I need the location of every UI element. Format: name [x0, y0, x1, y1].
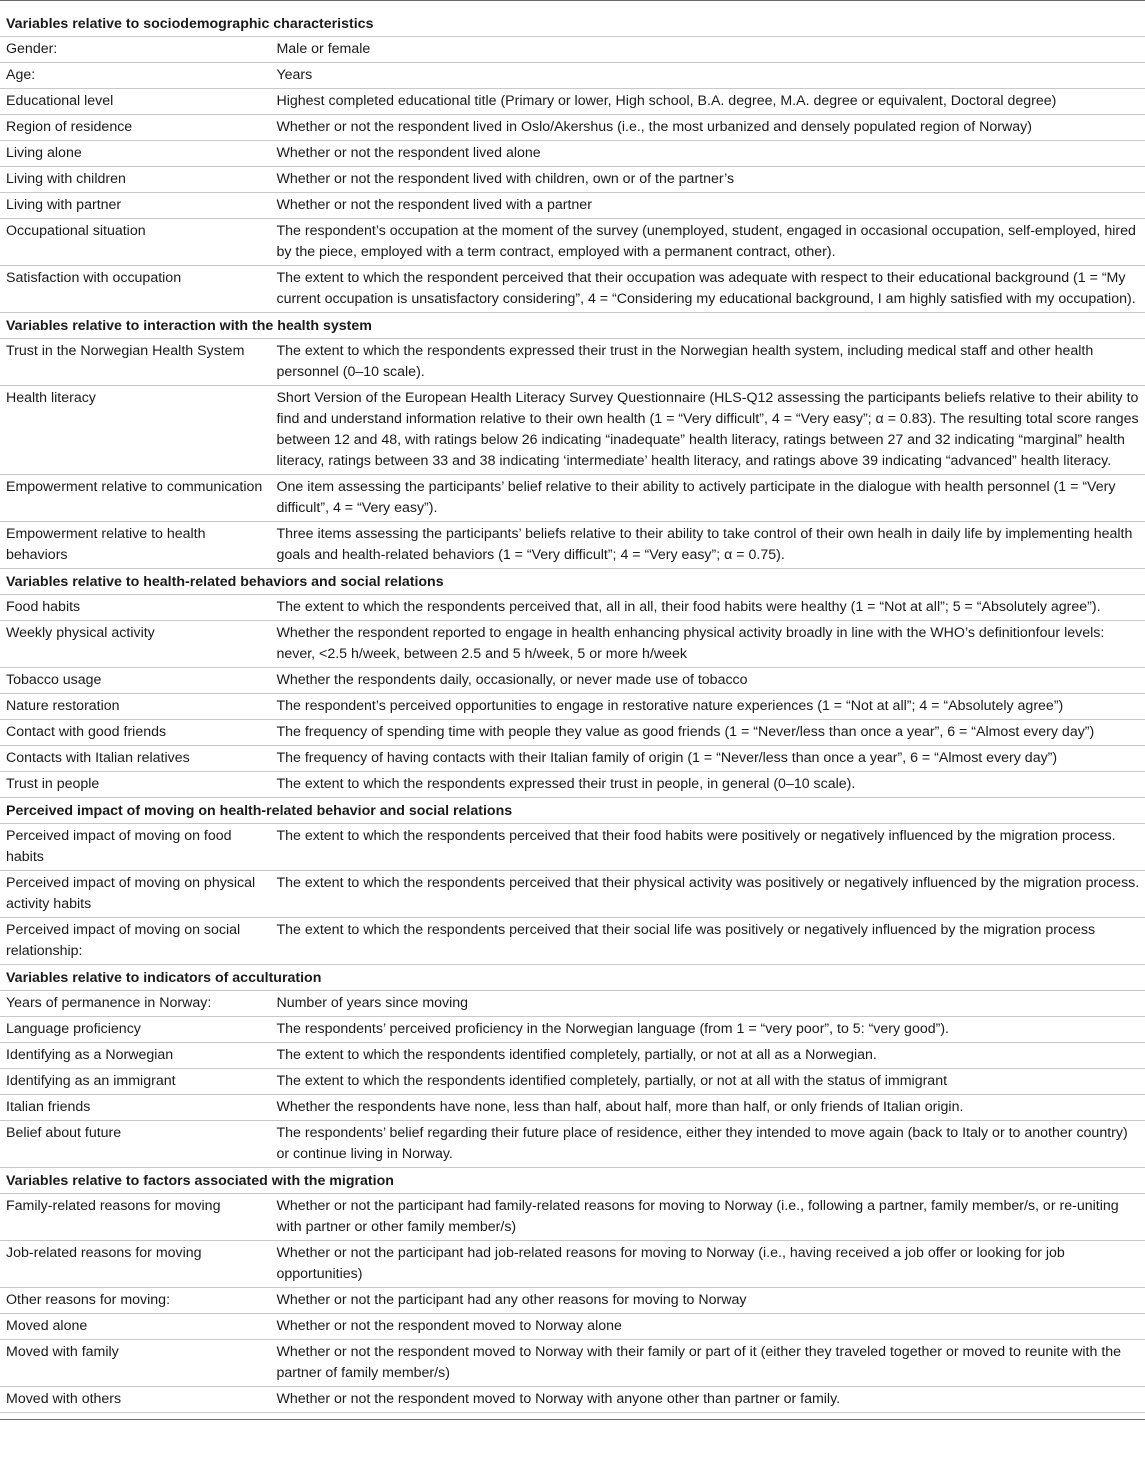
variable-name: Region of residence — [0, 115, 266, 141]
variable-name: Identifying as a Norwegian — [0, 1043, 266, 1069]
variable-name: Occupational situation — [0, 219, 266, 266]
table-row — [0, 991, 1145, 1017]
section-title: Perceived impact of moving on health-related behavior and social relations — [0, 798, 1145, 824]
variable-name: Job-related reasons for moving — [0, 1241, 266, 1288]
section-title: Variables relative to health-related behaviors and social relations — [0, 569, 1145, 595]
variable-name: Moved with family — [0, 1340, 266, 1387]
table-row — [0, 386, 1145, 475]
variable-name: Empowerment relative to communication — [0, 475, 266, 522]
variable-definition: The extent to which the respondents identified completely, partially, or not at all with the status of immigrant — [266, 1069, 1145, 1095]
variable-definition: Whether or not the respondent lived in Oslo/Akershus (i.e., the most urbanized and densely populated region of Norway) — [266, 115, 1145, 141]
table-row — [0, 89, 1145, 115]
table-row — [0, 694, 1145, 720]
table-body — [0, 1, 1145, 1420]
variable-definition: The extent to which the respondents identified completely, partially, or not at all as a Norwegian. — [266, 1043, 1145, 1069]
variable-name: Years of permanence in Norway: — [0, 991, 266, 1017]
variable-definition: Number of years since moving — [266, 991, 1145, 1017]
variable-definition: Highest completed educational title (Primary or lower, High school, B.A. degree, M.A. degree or equivalent, Doctoral degree) — [266, 89, 1145, 115]
variable-definition: The extent to which the respondents perceived that their food habits were positively or negatively influenced by the migration process. — [266, 824, 1145, 871]
table-row — [0, 871, 1145, 918]
table-row — [0, 1069, 1145, 1095]
variable-definition: The extent to which the respondents perceived that their physical activity was positively or negatively influenced by the migration process. — [266, 871, 1145, 918]
variable-name: Educational level — [0, 89, 266, 115]
variable-definition: The frequency of having contacts with their Italian family of origin (1 = “Never/less than once a year”, 6 = “Almost every day”) — [266, 746, 1145, 772]
variable-definition: Three items assessing the participants’ beliefs relative to their ability to take control of their own healh in daily life by implementing health goals and health-related behaviors (1 = “Very difficult”; 4 = “Very easy”; α = 0.75). — [266, 522, 1145, 569]
section-header-row — [0, 11, 1145, 37]
table-row — [0, 522, 1145, 569]
variable-definition: Years — [266, 63, 1145, 89]
variable-name: Food habits — [0, 595, 266, 621]
variable-definition: Whether or not the respondent lived with a partner — [266, 193, 1145, 219]
section-title: Variables relative to interaction with the health system — [0, 313, 1145, 339]
table-row — [0, 1288, 1145, 1314]
variable-definition: Whether or not the participant had job-related reasons for moving to Norway (i.e., having received a job offer or looking for job opportunities) — [266, 1241, 1145, 1288]
table-row — [0, 37, 1145, 63]
variable-name: Nature restoration — [0, 694, 266, 720]
variable-definition: Whether or not the participant had family-related reasons for moving to Norway (i.e., following a partner, family member/s, or re-uniting with partner or other family member/s) — [266, 1194, 1145, 1241]
variable-definition: Whether the respondents daily, occasionally, or never made use of tobacco — [266, 668, 1145, 694]
table-row — [0, 63, 1145, 89]
variable-definition: The extent to which the respondents perceived that their social life was positively or negatively influenced by the migration process — [266, 918, 1145, 965]
variable-definition: The respondents’ belief regarding their future place of residence, either they intended to move again (back to Italy or to another country) or continue living in Norway. — [266, 1121, 1145, 1168]
table-row — [0, 339, 1145, 386]
table-row — [0, 720, 1145, 746]
section-header-row — [0, 569, 1145, 595]
variable-name: Gender: — [0, 37, 266, 63]
variable-definition: Whether or not the respondent moved to Norway alone — [266, 1314, 1145, 1340]
variable-name: Empowerment relative to health behaviors — [0, 522, 266, 569]
table-row — [0, 1241, 1145, 1288]
table-row — [0, 193, 1145, 219]
table-row — [0, 1340, 1145, 1387]
variable-name: Weekly physical activity — [0, 621, 266, 668]
table-row — [0, 621, 1145, 668]
table-row — [0, 824, 1145, 871]
section-header-row — [0, 313, 1145, 339]
section-title: Variables relative to sociodemographic characteristics — [0, 11, 1145, 37]
table-row — [0, 266, 1145, 313]
table-row — [0, 1314, 1145, 1340]
variable-name: Italian friends — [0, 1095, 266, 1121]
variable-name: Perceived impact of moving on physical activity habits — [0, 871, 266, 918]
variable-name: Identifying as an immigrant — [0, 1069, 266, 1095]
variable-name: Satisfaction with occupation — [0, 266, 266, 313]
table-row — [0, 141, 1145, 167]
variable-name: Belief about future — [0, 1121, 266, 1168]
table-row — [0, 1121, 1145, 1168]
variable-definition: The extent to which the respondents expressed their trust in the Norwegian health system, including medical staff and other health personnel (0–10 scale). — [266, 339, 1145, 386]
variable-name: Moved with others — [0, 1387, 266, 1413]
variable-definition: Whether or not the respondent lived alone — [266, 141, 1145, 167]
variable-name: Age: — [0, 63, 266, 89]
variable-name: Other reasons for moving: — [0, 1288, 266, 1314]
section-title: Variables relative to factors associated with the migration — [0, 1168, 1145, 1194]
variable-name: Tobacco usage — [0, 668, 266, 694]
variable-name: Contacts with Italian relatives — [0, 746, 266, 772]
variable-definition: The respondents’ perceived proficiency in the Norwegian language (from 1 = “very poor”, to 5: “very good”). — [266, 1017, 1145, 1043]
table-row — [0, 1043, 1145, 1069]
variable-name: Living with children — [0, 167, 266, 193]
variable-name: Perceived impact of moving on social relationship: — [0, 918, 266, 965]
table-row — [0, 918, 1145, 965]
variable-name: Moved alone — [0, 1314, 266, 1340]
variable-definition: Whether or not the respondent lived with children, own or of the partner’s — [266, 167, 1145, 193]
variable-definition: The extent to which the respondents perceived that, all in all, their food habits were healthy (1 = “Not at all”; 5 = “Absolutely agree”). — [266, 595, 1145, 621]
variable-name: Perceived impact of moving on food habits — [0, 824, 266, 871]
table-row — [0, 219, 1145, 266]
variable-definition: Whether the respondents have none, less than half, about half, more than half, or only friends of Italian origin. — [266, 1095, 1145, 1121]
variable-definition: Short Version of the European Health Literacy Survey Questionnaire (HLS-Q12 assessing the participants beliefs relative to their ability to find and understand information relative to their own health (1 = “Very difficult”, 4 = “Very easy”; α = 0.83). The resulting total score ranges between 12 and 48, with ratings below 26 indicating “inadequate” health literacy, ratings between 27 and 32 indicating “marginal” health literacy, ratings between 33 and 38 indicating ‘intermediate’ health literacy, and ratings above 39 indicating “advanced” health literacy. — [266, 386, 1145, 475]
table-row — [0, 772, 1145, 798]
variable-definition: Whether or not the respondent moved to Norway with their family or part of it (either they traveled together or moved to reunite with the partner of family member/s) — [266, 1340, 1145, 1387]
variable-definition: Whether or not the participant had any other reasons for moving to Norway — [266, 1288, 1145, 1314]
variable-definition: The extent to which the respondents expressed their trust in people, in general (0–10 scale). — [266, 772, 1145, 798]
variable-definition: The frequency of spending time with people they value as good friends (1 = “Never/less than once a year”, 6 = “Almost every day”) — [266, 720, 1145, 746]
variable-name: Trust in people — [0, 772, 266, 798]
variable-name: Trust in the Norwegian Health System — [0, 339, 266, 386]
variable-definition: The extent to which the respondent perceived that their occupation was adequate with respect to their educational background (1 = “My current occupation is unsatisfactory considering”, 4 = “Considering my educational background, I am highly satisfied with my occupation). — [266, 266, 1145, 313]
variable-name: Living with partner — [0, 193, 266, 219]
variable-name: Health literacy — [0, 386, 266, 475]
section-header-row — [0, 965, 1145, 991]
table-row — [0, 1017, 1145, 1043]
table-row — [0, 1194, 1145, 1241]
bottom-rule — [0, 1413, 1145, 1420]
variable-definition: One item assessing the participants’ belief relative to their ability to actively participate in the dialogue with health personnel (1 = “Very difficult”, 4 = “Very easy”). — [266, 475, 1145, 522]
variable-name: Language proficiency — [0, 1017, 266, 1043]
table-row — [0, 475, 1145, 522]
variable-definition: Whether the respondent reported to engage in health enhancing physical activity broadly in line with the WHO’s definitionfour levels: never, <2.5 h/week, between 2.5 and 5 h/week, 5 or more h/week — [266, 621, 1145, 668]
table-row — [0, 595, 1145, 621]
section-header-row — [0, 1168, 1145, 1194]
table-row — [0, 746, 1145, 772]
top-rule — [0, 1, 1145, 12]
variable-definition: Male or female — [266, 37, 1145, 63]
table-row — [0, 1095, 1145, 1121]
section-title: Variables relative to indicators of acculturation — [0, 965, 1145, 991]
table-row — [0, 115, 1145, 141]
variable-name: Contact with good friends — [0, 720, 266, 746]
variable-definition: The respondent’s perceived opportunities to engage in restorative nature experiences (1 = “Not at all”; 4 = “Absolutely agree”) — [266, 694, 1145, 720]
table-row — [0, 1387, 1145, 1413]
table-row — [0, 167, 1145, 193]
variable-name: Family-related reasons for moving — [0, 1194, 266, 1241]
section-header-row — [0, 798, 1145, 824]
variable-definition: The respondent’s occupation at the moment of the survey (unemployed, student, engaged in occasional occupation, self-employed, hired by the piece, employed with a term contract, employed with a permanent contract, other). — [266, 219, 1145, 266]
variable-name: Living alone — [0, 141, 266, 167]
table-row — [0, 668, 1145, 694]
variable-definition: Whether or not the respondent moved to Norway with anyone other than partner or family. — [266, 1387, 1145, 1413]
